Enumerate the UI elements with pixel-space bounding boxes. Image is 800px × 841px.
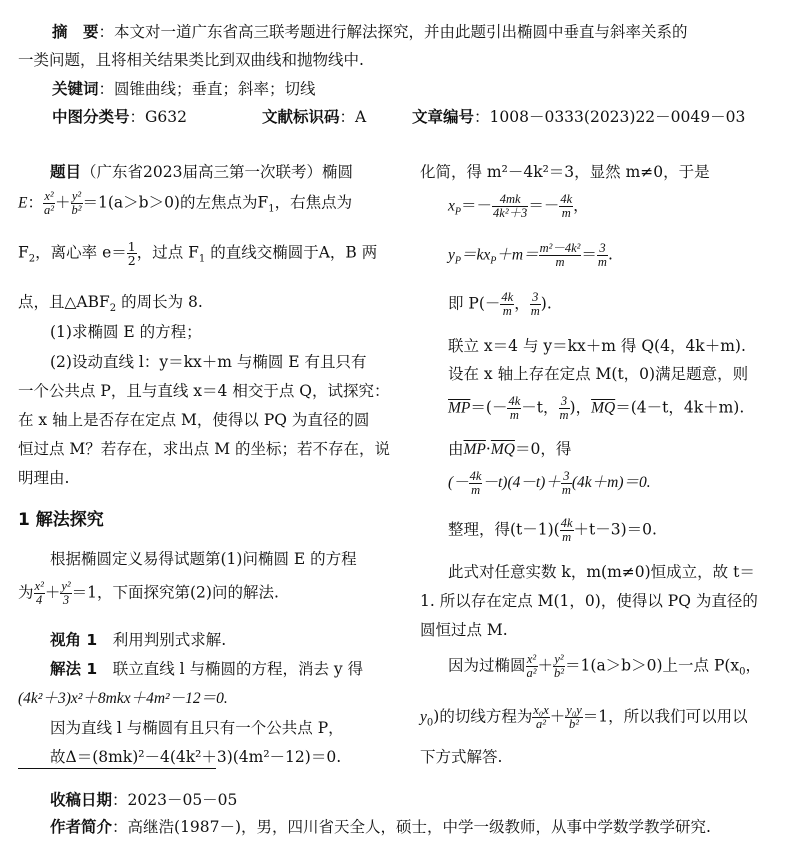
fraction-x2-4: $\frac{\text{x²}}{4}$ — [34, 579, 44, 608]
paragraph-1: 根据椭圆定义易得试题第(1)问椭圆 E 的方程 — [50, 550, 357, 568]
question-1: (1)求椭圆 E 的方程； — [50, 323, 202, 341]
dot-product-line: 由$\overline{MP}\cdot\overline{MQ}=0$，得 — [448, 440, 572, 458]
fraction-yp-1: $\frac{\text{m²－4k²}}{m}$ — [539, 241, 581, 270]
received-date: 收稿日期：2023－05－05 — [50, 791, 238, 809]
keywords: 关键词：圆锥曲线；垂直；斜率；切线 — [52, 80, 316, 98]
problem-line3: $F_2$，离心率 e＝ $\frac{1}{2}$ ，过点 $F_1$ 的直线交椭圆于A，B 两 — [18, 239, 378, 269]
problem-label: 题目 — [50, 163, 82, 181]
question-2-line5: 明理由. — [18, 469, 70, 487]
right-line1: 化简，得 m²－4k²＝3，显然 m≠0，于是 — [420, 163, 710, 181]
equation-1: (4k²＋3)x²＋8mkx＋4m²－12＝0. — [18, 690, 228, 707]
section-title: 1 解法探究 — [18, 510, 104, 530]
document-code: 文献标识码：A — [262, 108, 367, 126]
paragraph-3: 因为直线 l 与椭圆有且只有一个公共点 P， — [50, 719, 344, 737]
tangent-line-2: $y_0$)的切线方程为 $\frac{\text{x₀x}}{\text{a²}}$ ＋ $\frac{\text{y₀y}}{\text{b²}}$ ＝1，所以我们可以用以 — [420, 703, 748, 732]
assume-M: 设在 x 轴上存在定点 M(t，0)满足题意，则 — [448, 365, 749, 383]
abstract-line2: 一类问题，且将相关结果类比到双曲线和抛物线中. — [18, 51, 364, 69]
fraction-xp-2: $\frac{4k}{m}$ — [560, 192, 573, 221]
point-P: 即 P(－ $\frac{4k}{m}$ ， $\frac{3}{m}$ ). — [448, 290, 552, 319]
conclusion-3: 圆恒过点 M. — [420, 621, 508, 639]
intersection-Q: 联立 x＝4 与 y＝kx＋m 得 Q(4，4k＋m). — [448, 337, 746, 355]
view-1: 视角 1 利用判别式求解. — [50, 631, 227, 649]
xp-equation: $x_P=-$ $\frac{4mk}{\text{4k²＋3}}$ ＝－ $\frac{4k}{m}$ ， — [448, 192, 589, 221]
problem-line2: E： $\frac{\text{x²}}{\text{a²}}$ ＋ $\frac{\text{y²}}{\text{b²}}$ ＝1(a＞b＞0)的左焦点为$F_1$，右焦点为 — [18, 189, 353, 218]
vectors-line: $\overline{MP}=(-$ $\frac{4k}{m}$ －t， $\frac{3}{m}$ )，$\overline{MQ}=(4-t$，4k＋m). — [448, 394, 745, 423]
yp-equation: $y_P=kx_P+m=$ $\frac{\text{m²－4k²}}{m}$ ＝ $\frac{3}{m}$ . — [448, 241, 613, 270]
fraction-y2-b2: $\frac{\text{y²}}{\text{b²}}$ — [71, 189, 82, 218]
tangent-line-3: 下方式解答. — [420, 748, 503, 766]
fraction-y2-3: $\frac{\text{y²}}{3}$ — [61, 579, 71, 608]
question-2-line1: (2)设动直线 l：y＝kx＋m 与椭圆 E 有且只有 — [50, 353, 367, 371]
fraction-yp-2: $\frac{3}{m}$ — [597, 241, 607, 270]
classification-row: 中图分类号：G632 — [52, 108, 187, 126]
discriminant-equation: 故Δ＝(8mk)²－4(4k²＋3)(4m²－12)＝0. — [50, 748, 342, 766]
fraction-one-half: $\frac{1}{2}$ — [127, 239, 136, 269]
question-2-line4: 恒过点 M？若存在，求出点 M 的坐标；若不存在，说 — [18, 440, 391, 458]
conclusion-2: 1. 所以存在定点 M(1，0)，使得以 PQ 为直径的 — [420, 592, 758, 610]
conclusion-1: 此式对任意实数 k，m(m≠0)恒成立，故 t＝ — [448, 563, 755, 581]
author-info: 作者简介：高继浩(1987－)，男，四川省天全人，硕士，中学一级教师，从事中学数学教学研究. — [50, 818, 711, 836]
problem-line4: 点，且$\triangle ABF_2$ 的周长为 8. — [18, 293, 203, 315]
article-number: 文章编号：1008－0333(2023)22－0049－03 — [412, 108, 746, 126]
equation-2: (－ $\frac{4k}{m}$ －t)(4－t)＋ $\frac{3}{m}$ (4k＋m)＝0. — [448, 469, 651, 498]
problem-line1: 题目（广东省2023届高三第一次联考）椭圆 — [50, 163, 353, 181]
equation-3: 整理，得(t－1)( $\frac{4k}{m}$ ＋t－3)＝0. — [448, 516, 657, 545]
fraction-x2-a2: $\frac{\text{x²}}{\text{a²}}$ — [43, 189, 54, 218]
paragraph-2: 为 $\frac{\text{x²}}{4}$ ＋ $\frac{\text{y²}}{3}$ ＝1，下面探究第(2)问的解法. — [18, 579, 279, 608]
fraction-xp-1: $\frac{4mk}{\text{4k²＋3}}$ — [493, 192, 528, 221]
tangent-line-1: 因为过椭圆 $\frac{\text{x²}}{\text{a²}}$ ＋ $\frac{\text{y²}}{\text{b²}}$ ＝1(a＞b＞0)上一点 $P(x_0$， — [448, 652, 762, 681]
question-2-line2: 一个公共点 P，且与直线 x＝4 相交于点 Q，试探究： — [18, 382, 390, 400]
footnote-divider — [18, 768, 216, 769]
abstract-line1: 摘 要：本文对一道广东省高三联考题进行解法探究，并由此题引出椭圆中垂直与斜率关系的 — [52, 23, 688, 41]
method-1: 解法 1 联立直线 l 与椭圆的方程，消去 y 得 — [50, 660, 364, 678]
question-2-line3: 在 x 轴上是否存在定点 M，使得以 PQ 为直径的圆 — [18, 411, 370, 429]
abstract-label: 摘 要 — [52, 23, 99, 41]
